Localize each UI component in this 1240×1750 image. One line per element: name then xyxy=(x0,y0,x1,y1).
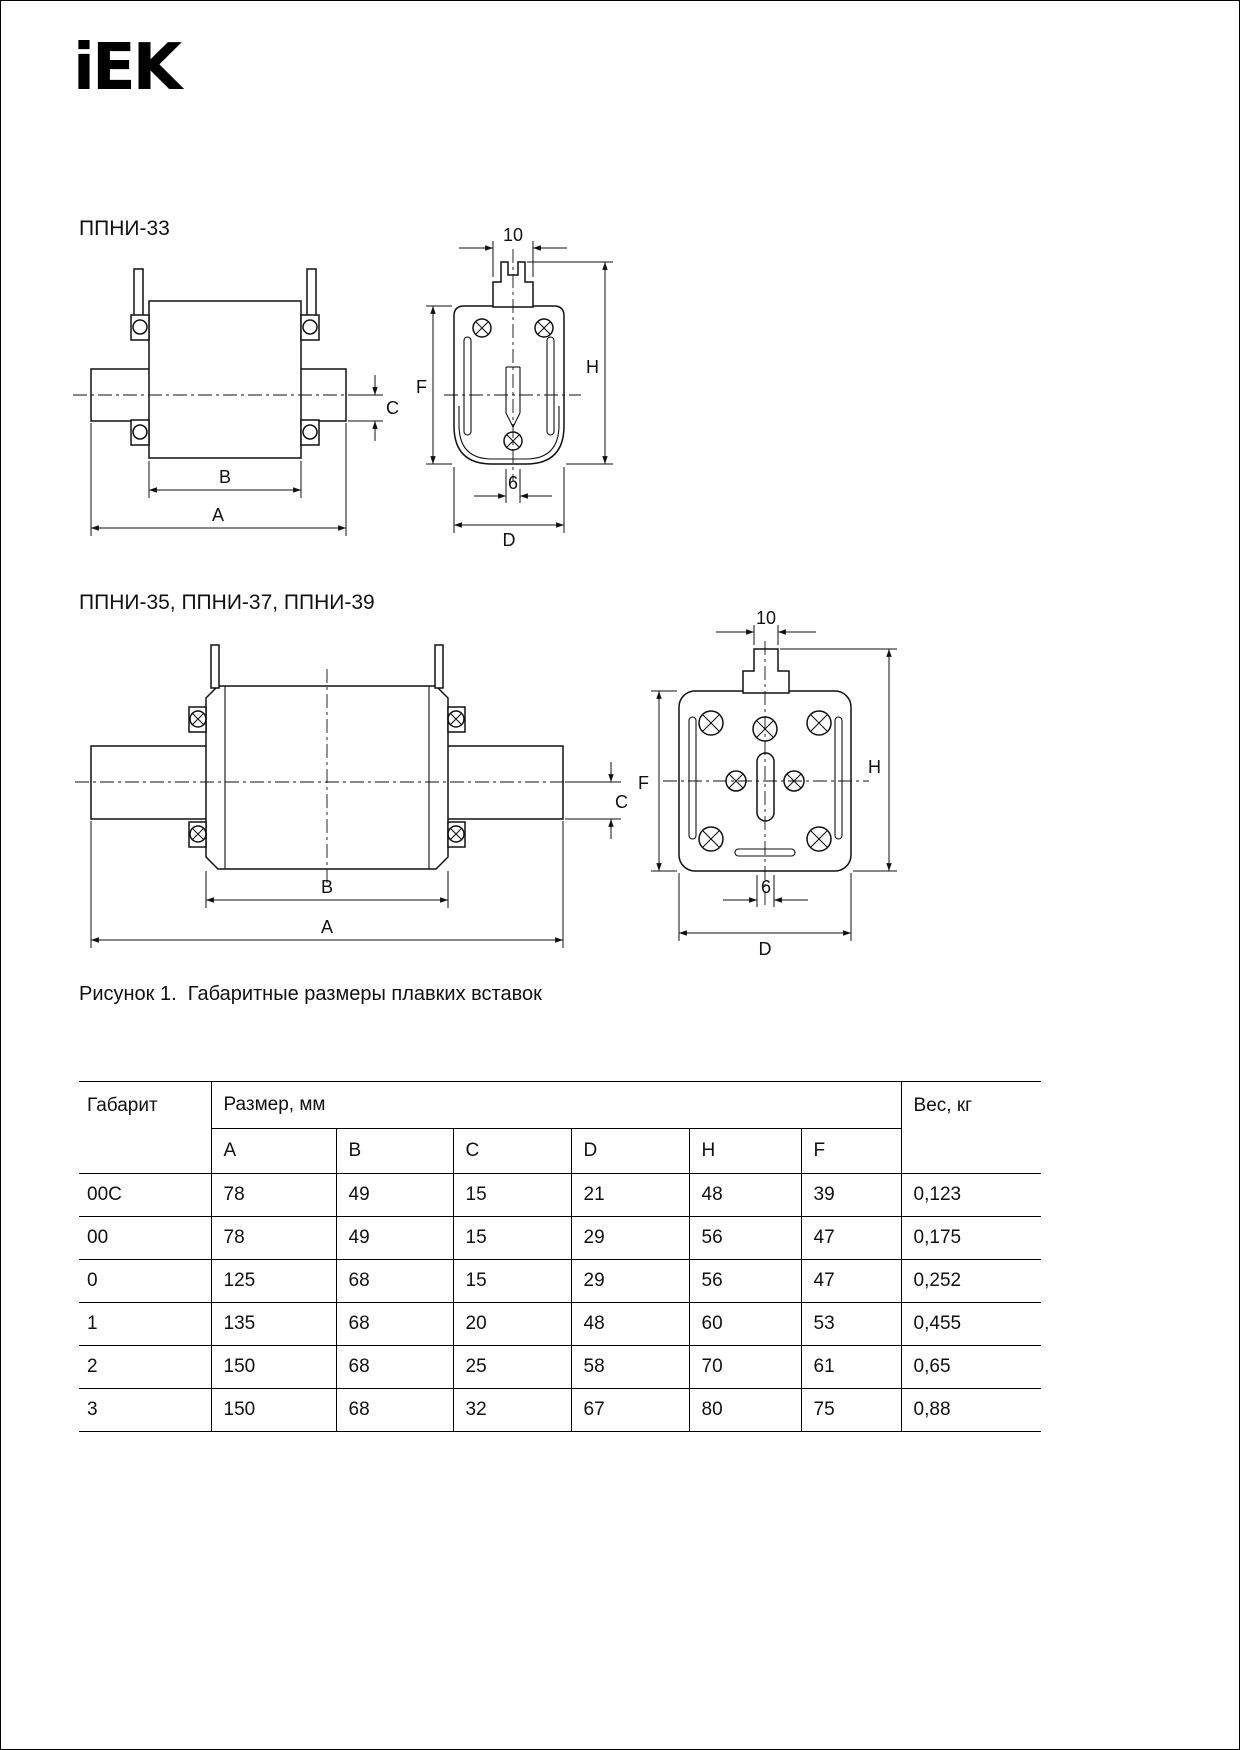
cell-b: 49 xyxy=(336,1174,453,1217)
cell-h: 80 xyxy=(689,1389,801,1432)
cell-h: 56 xyxy=(689,1217,801,1260)
col-header-gabarit: Габарит xyxy=(79,1082,211,1174)
table-row xyxy=(79,1346,1041,1389)
drawing-title-ppni35: ППНИ-35, ППНИ-37, ППНИ-39 xyxy=(79,591,375,614)
dim-label-d: D xyxy=(758,939,772,959)
table-header-row-2 xyxy=(79,1129,1041,1174)
col-header-size: Размер, мм xyxy=(211,1082,901,1129)
dim-c-33 xyxy=(348,375,399,441)
cell-b: 68 xyxy=(336,1260,453,1303)
cell-d: 29 xyxy=(571,1217,689,1260)
cell-gabarit: 2 xyxy=(79,1346,211,1389)
table-row xyxy=(79,1217,1041,1260)
dim-label-c: C xyxy=(615,792,628,812)
dim-bottom-width-35 xyxy=(723,875,808,907)
cell-h: 60 xyxy=(689,1303,801,1346)
cell-c: 15 xyxy=(453,1217,571,1260)
figure-caption: Рисунок 1. Габаритные размеры плавких вставок xyxy=(79,983,542,1005)
dim-label-f: F xyxy=(638,773,649,793)
dim-c-35 xyxy=(565,762,628,839)
dim-label-10: 10 xyxy=(502,225,524,245)
col-header-weight: Вес, кг xyxy=(901,1082,1041,1174)
cell-weight: 0,123 xyxy=(901,1174,1041,1217)
cell-b: 68 xyxy=(336,1346,453,1389)
cell-f: 53 xyxy=(801,1303,901,1346)
dim-b-35 xyxy=(206,871,448,908)
cell-weight: 0,88 xyxy=(901,1389,1041,1432)
table-row xyxy=(79,1260,1041,1303)
cell-a: 125 xyxy=(211,1260,336,1303)
drawing-ppni35-side-view xyxy=(75,645,628,948)
cell-b: 68 xyxy=(336,1389,453,1432)
cell-gabarit: 0 xyxy=(79,1260,211,1303)
cell-weight: 0,175 xyxy=(901,1217,1041,1260)
cell-d: 58 xyxy=(571,1346,689,1389)
cell-gabarit: 00 xyxy=(79,1217,211,1260)
cell-weight: 0,65 xyxy=(901,1346,1041,1389)
technical-drawings xyxy=(1,1,1240,1011)
cell-h: 48 xyxy=(689,1174,801,1217)
dim-label-b: B xyxy=(320,877,334,897)
col-header-c: C xyxy=(453,1129,571,1174)
cell-a: 78 xyxy=(211,1217,336,1260)
dim-label-h: H xyxy=(586,357,599,377)
cell-b: 68 xyxy=(336,1303,453,1346)
cell-f: 75 xyxy=(801,1389,901,1432)
cell-f: 61 xyxy=(801,1346,901,1389)
col-header-a: A xyxy=(211,1129,336,1174)
cell-c: 32 xyxy=(453,1389,571,1432)
cell-f: 47 xyxy=(801,1260,901,1303)
cell-b: 49 xyxy=(336,1217,453,1260)
cell-a: 135 xyxy=(211,1303,336,1346)
drawing-ppni33-side-view xyxy=(73,269,399,536)
dim-top-width-35 xyxy=(716,608,816,645)
cell-a: 150 xyxy=(211,1389,336,1432)
cell-d: 29 xyxy=(571,1260,689,1303)
cell-d: 67 xyxy=(571,1389,689,1432)
dim-label-a: A xyxy=(320,917,334,937)
cell-weight: 0,455 xyxy=(901,1303,1041,1346)
cell-weight: 0,252 xyxy=(901,1260,1041,1303)
cell-a: 78 xyxy=(211,1174,336,1217)
dim-label-b: B xyxy=(218,467,232,487)
cell-h: 56 xyxy=(689,1260,801,1303)
drawing-ppni35-front-view xyxy=(638,608,897,959)
iek-logo: iEK xyxy=(73,31,180,105)
dim-label-h: H xyxy=(868,757,881,777)
dim-label-d: D xyxy=(502,530,516,550)
drawing-ppni33-front-view xyxy=(416,225,613,550)
dim-label-10: 10 xyxy=(755,608,777,628)
dim-label-6: 6 xyxy=(507,473,519,493)
col-header-h: H xyxy=(689,1129,801,1174)
dim-label-c: C xyxy=(386,398,399,418)
col-header-f: F xyxy=(801,1129,901,1174)
dimensions-table xyxy=(79,1081,1041,1432)
cell-gabarit: 3 xyxy=(79,1389,211,1432)
table-row xyxy=(79,1389,1041,1432)
cell-c: 20 xyxy=(453,1303,571,1346)
col-header-b: B xyxy=(336,1129,453,1174)
cell-gabarit: 00C xyxy=(79,1174,211,1217)
dim-label-f: F xyxy=(416,377,427,397)
cell-c: 15 xyxy=(453,1174,571,1217)
table-row xyxy=(79,1303,1041,1346)
drawing-title-ppni33: ППНИ-33 xyxy=(79,217,170,240)
table-header-row-1 xyxy=(79,1082,1041,1129)
cell-d: 48 xyxy=(571,1303,689,1346)
cell-f: 39 xyxy=(801,1174,901,1217)
cell-c: 25 xyxy=(453,1346,571,1389)
cell-gabarit: 1 xyxy=(79,1303,211,1346)
col-header-d: D xyxy=(571,1129,689,1174)
cell-h: 70 xyxy=(689,1346,801,1389)
dim-b-33 xyxy=(149,461,301,498)
dim-label-6: 6 xyxy=(760,877,772,897)
cell-c: 15 xyxy=(453,1260,571,1303)
cell-d: 21 xyxy=(571,1174,689,1217)
cell-f: 47 xyxy=(801,1217,901,1260)
dim-f-33 xyxy=(416,306,452,464)
cell-a: 150 xyxy=(211,1346,336,1389)
dim-label-a: A xyxy=(211,505,225,525)
table-row xyxy=(79,1174,1041,1217)
dim-bottom-width-33 xyxy=(474,469,552,503)
